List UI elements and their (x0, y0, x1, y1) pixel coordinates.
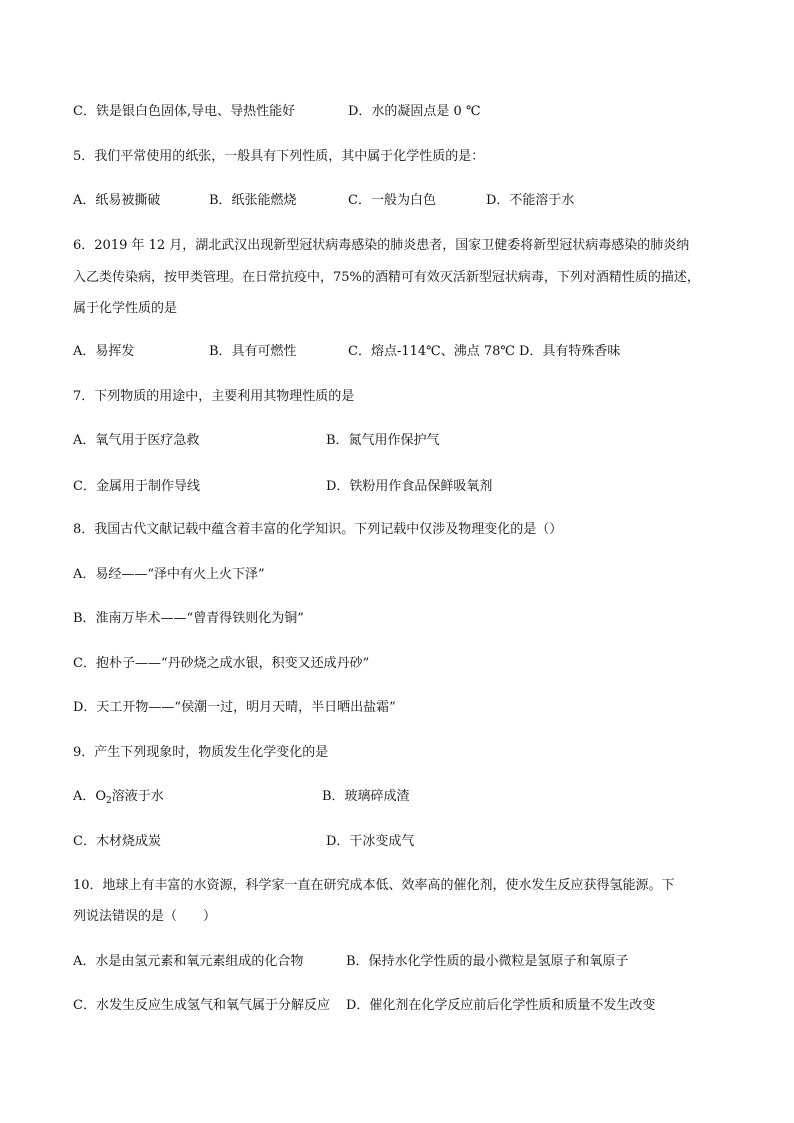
q9-stem: 9．产生下列现象时，物质发生化学变化的是 (73, 745, 329, 760)
q9-option-a: A．$O_2$溶液于水 (73, 789, 164, 806)
q10-stem-line1: 10．地球上有丰富的水资源，科学家一直在研究成本低、效率高的催化剂，使水发生反应获得氢能源。下 (73, 878, 675, 893)
q5-option-a: A．纸易被撕破 (73, 193, 161, 208)
q4-option-d: D．水的凝固点是 0 ℃ (348, 104, 481, 119)
q10-option-a: A．水是由氢元素和氧元素组成的化合物 (73, 954, 304, 969)
q9-option-d: D．干冰变成气 (326, 834, 415, 849)
q8-option-a: A．易经——“泽中有火上火下泽” (73, 567, 265, 582)
q6-option-c: C．熔点-114℃、沸点 78℃ (348, 344, 515, 359)
q8-option-d: D．天工开物——“侯潮一过，明月天晴，半日晒出盐霜” (73, 700, 396, 715)
q7-stem: 7．下列物质的用途中，主要利用其物理性质的是 (73, 389, 355, 404)
q5-option-d: D．不能溶于水 (486, 193, 575, 208)
q7-option-d: D．铁粉用作食品保鲜吸氧剂 (326, 479, 493, 494)
q7-option-c: C．金属用于制作导线 (73, 479, 200, 494)
q7-option-b: B．氮气用作保护气 (326, 433, 440, 448)
q6-stem-line1: 6．2019 年 12 月，湖北武汉出现新型冠状病毒感染的肺炎患者，国家卫健委将新型冠状病毒感染的肺炎纳 (73, 238, 690, 253)
q8-stem: 8．我国古代文献记载中蕴含着丰富的化学知识。下列记载中仅涉及物理变化的是（） (73, 522, 563, 537)
q10-option-b: B．保持水化学性质的最小微粒是氢原子和氧原子 (346, 954, 629, 969)
q10-option-c: C．水发生反应生成氢气和氧气属于分解反应 (73, 998, 330, 1013)
q6-stem-line2: 入乙类传染病，按甲类管理。在日常抗疫中，75%的酒精可有效灭活新型冠状病毒，下列对酒精性质的描述， (73, 270, 700, 285)
q8-option-c: C．抱朴子——“丹砂烧之成水银，积变又还成丹砂” (73, 656, 370, 671)
q6-option-d: D．具有特殊香味 (519, 344, 621, 359)
q5-option-b: B．纸张能燃烧 (209, 193, 297, 208)
q6-option-a: A．易挥发 (73, 344, 135, 359)
q9-option-c: C．木材烧成炭 (73, 834, 161, 849)
q6-stem-line3: 属于化学性质的是 (73, 301, 178, 316)
q6-option-b: B．具有可燃性 (209, 344, 297, 359)
q10-option-d: D．催化剂在化学反应前后化学性质和质量不发生改变 (346, 998, 656, 1013)
q5-option-c: C．一般为白色 (348, 193, 436, 208)
q9-option-b: B．玻璃碎成渣 (322, 789, 410, 804)
q4-option-c: C．铁是银白色固体,导电、导热性能好 (73, 104, 296, 119)
q7-option-a: A．氧气用于医疗急救 (73, 433, 200, 448)
q5-stem: 5．我们平常使用的纸张，一般具有下列性质，其中属于化学性质的是： (73, 149, 485, 164)
q8-option-b: B．淮南万毕术——“曾青得铁则化为铜” (73, 611, 304, 626)
q10-stem-line2: 列说法错误的是（ ） (73, 909, 217, 924)
